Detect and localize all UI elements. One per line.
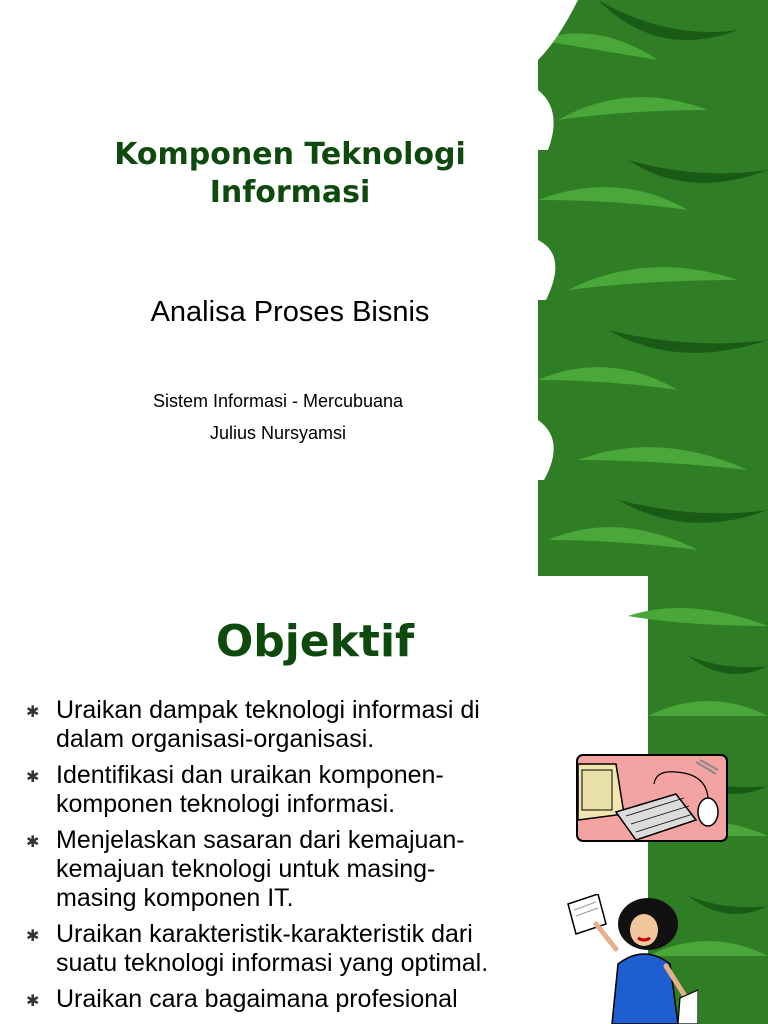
list-item: ✱ Uraikan dampak teknologi informasi di dalam organisasi-organisasi. [26, 696, 480, 753]
objectives-slide [0, 576, 768, 1024]
list-item: ✱ Uraikan karakteristik-karakteristik dari suatu teknologi informasi yang optimal. [26, 920, 489, 977]
list-item: ✱ Menjelaskan sasaran dari kemajuan- kemajuan teknologi untuk masing- masing komponen IT. [26, 826, 465, 912]
asterisk-bullet-icon: ✱ [26, 769, 40, 786]
list-item: ✱ Uraikan cara bagaimana profesional [26, 985, 546, 1014]
asterisk-bullet-icon: ✱ [26, 993, 40, 1010]
asterisk-bullet-icon: ✱ [26, 834, 40, 851]
slide-subtitle: Analisa Proses Bisnis [150, 296, 430, 328]
woman-with-paper-icon [548, 894, 698, 1024]
author-line2: Julius Nursyamsi [209, 423, 347, 443]
asterisk-bullet-icon: ✱ [26, 704, 40, 721]
slide-title [40, 136, 540, 212]
objectives-list [26, 696, 546, 1021]
slide-title-line2: Informasi [209, 175, 371, 210]
slide-title: Objektif [215, 616, 415, 667]
author-line1: Sistem Informasi - Mercubuana [152, 391, 404, 411]
list-item: ✱ Identifikasi dan uraikan komponen- komponen teknologi informasi. [26, 761, 444, 818]
computer-keyboard-mouse-icon [576, 754, 728, 842]
asterisk-bullet-icon: ✱ [26, 928, 40, 945]
bamboo-leaves-icon [538, 0, 768, 576]
slide-title-line1: Komponen Teknologi [114, 137, 466, 172]
